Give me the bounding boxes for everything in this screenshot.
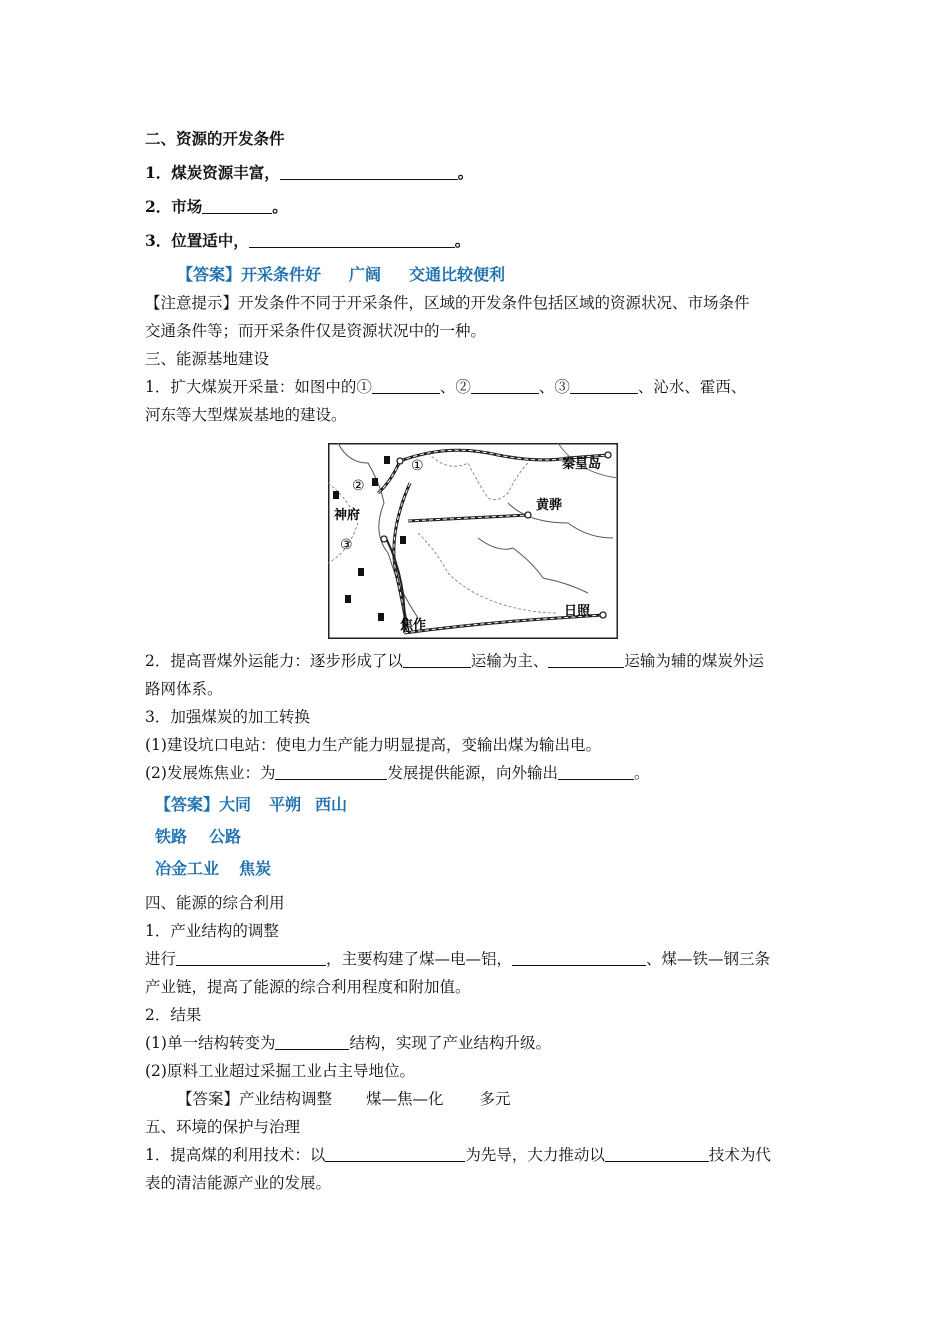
section4-answer: 【答案】产业结构调整 煤—焦—化 多元: [177, 1090, 511, 1108]
blank-2[interactable]: [202, 195, 272, 214]
map-label-rizhao: 日照: [564, 604, 591, 619]
section3-item1-line2: 河东等大型煤炭基地的建设。: [145, 406, 347, 424]
section4-item1-line1: 进行 ，主要构建了煤—电—铝， 、煤—铁—钢三条: [145, 945, 815, 973]
map-label-3: ③: [340, 537, 353, 553]
section2-item1: 1．煤炭资源丰富， 。: [145, 163, 474, 182]
section3-answer-line3: 冶金工业 焦炭: [155, 859, 272, 878]
section3-item3-2: (2)发展炼焦业：为 发展提供能源，向外输出 。: [145, 759, 815, 787]
section2-answer: 【答案】开采条件好 广阔 交通比较便利: [177, 265, 506, 284]
section5-item1-line2: 表的清洁能源产业的发展。: [145, 1174, 332, 1192]
section5-title: 五、环境的保护与治理: [145, 1118, 301, 1136]
section2-title: 二、资源的开发条件: [145, 129, 285, 148]
section4-item1-line2: 产业链，提高了能源的综合利用程度和附加值。: [145, 978, 471, 996]
map-label-qinhuangdao: 秦皇岛: [562, 457, 602, 472]
section2-note-line1: 【注意提示】开发条件不同于开采条件，区域的开发条件包括区域的资源状况、市场条件: [145, 294, 750, 312]
section4-item1: 1．产业结构的调整: [145, 922, 279, 940]
section4-item2: 2．结果: [145, 1006, 202, 1024]
blank-tech[interactable]: [605, 1143, 709, 1162]
blank-map-2[interactable]: [471, 375, 539, 394]
blank-lead[interactable]: [325, 1143, 465, 1162]
section4-item2-1: (1)单一结构转变为 结构，实现了产业结构升级。: [145, 1029, 815, 1057]
section3-answer-line2: 铁路 公路: [155, 827, 242, 846]
map-label-shenfu: 神府: [334, 508, 361, 523]
blank-adjust[interactable]: [176, 947, 326, 966]
map-label-2: ②: [352, 478, 365, 494]
document-page: [145, 125, 815, 429]
blank-1[interactable]: [280, 161, 458, 180]
section3-answer-line1: 【答案】大同 平朔 西山: [155, 795, 348, 814]
section2-item2: 2．市场 。: [145, 197, 288, 216]
section3-item1-line1: 1．扩大煤炭开采量：如图中的① 、② 、③ 、沁水、霍西、: [145, 373, 815, 401]
section3-item3: 3．加强煤炭的加工转换: [145, 708, 310, 726]
section4-item2-2: (2)原料工业超过采掘工业占主导地位。: [145, 1062, 415, 1080]
section4-title: 四、能源的综合利用: [145, 894, 285, 912]
section3-item2-line2: 路网体系。: [145, 680, 223, 698]
section3-title: 三、能源基地建设: [145, 350, 270, 368]
document-page-lower: [145, 647, 815, 1197]
coal-base-map: [328, 443, 618, 639]
section3-item2-line1: 2．提高晋煤外运能力：逐步形成了以 运输为主、 运输为辅的煤炭外运: [145, 647, 815, 675]
blank-metallurgy[interactable]: [275, 761, 387, 780]
blank-3[interactable]: [249, 229, 455, 248]
section5-item1-line1: 1．提高煤的利用技术：以 为先导，大力推动以 技术为代: [145, 1141, 815, 1169]
section2-item3: 3．位置适中， 。: [145, 231, 471, 250]
blank-road[interactable]: [548, 649, 624, 668]
blank-coke[interactable]: [558, 761, 634, 780]
section3-item3-1: (1)建设坑口电站：使电力生产能力明显提高，变输出煤为输出电。: [145, 736, 601, 754]
section2-note-line2: 交通条件等；而开采条件仅是资源状况中的一种。: [145, 322, 487, 340]
blank-chain[interactable]: [512, 947, 646, 966]
map-label-1: ①: [411, 458, 424, 474]
blank-rail[interactable]: [403, 649, 471, 668]
map-label-huanghua: 黄骅: [536, 498, 563, 513]
blank-diverse[interactable]: [275, 1031, 349, 1050]
blank-map-1[interactable]: [372, 375, 440, 394]
map-label-jiaozuo: 焦作: [400, 618, 427, 633]
blank-map-3[interactable]: [570, 375, 638, 394]
